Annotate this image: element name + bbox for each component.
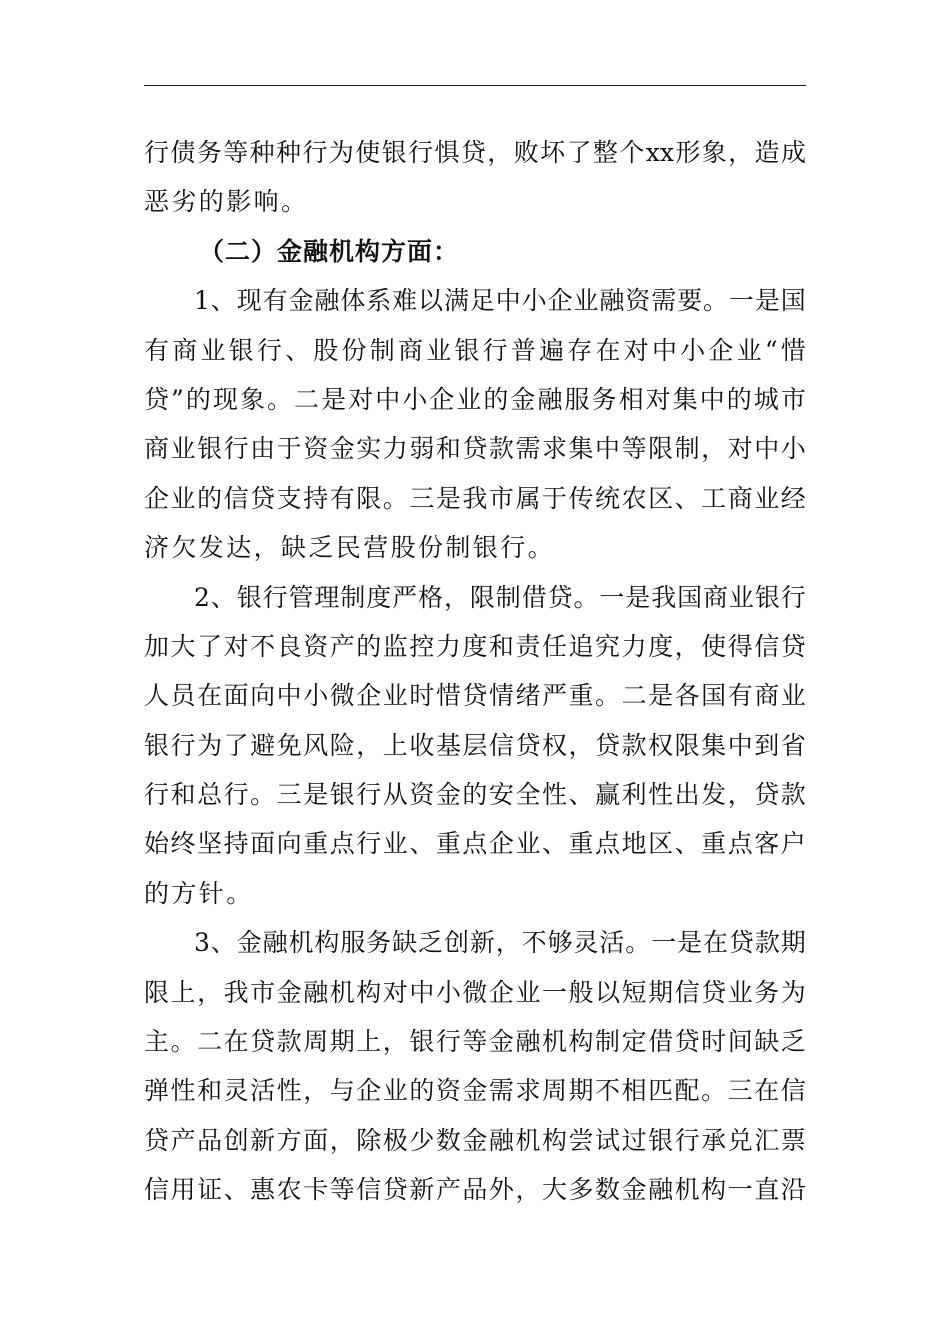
header-rule — [144, 85, 806, 86]
text-line: 限 上 ， 我 市 金 融 机 构 对 中 小 微 企 业 一 般 以 短 期 信 贷 业 务 为 — [144, 977, 806, 1007]
text-line: 行 债 务 等 种 种 行 为 使 银 行 惧 贷 ， 败 坏 了 整 个 xx 形 象 ， 造 成 — [144, 138, 806, 167]
text-line: 始 终 坚 持 面 向 重 点 行 业 、 重 点 企 业 、 重 点 地 区 、 重 点 客 户 — [144, 829, 806, 859]
text-line: 贷 ” 的 现 象 。 二 是 对 中 小 企 业 的 金 融 服 务 相 对 集 中 的 城 市 — [144, 384, 806, 414]
text-line: 主 。 二 在 贷 款 周 期 上 ， 银 行 等 金 融 机 构 制 定 借 贷 时 间 缺 乏 — [144, 1027, 806, 1057]
text-line: 行 和 总 行 。 三 是 银 行 从 资 金 的 安 全 性 、 赢 利 性 出 发 ， 贷 款 — [144, 780, 806, 810]
text-line: 加 大 了 对 不 良 资 产 的 监 控 力 度 和 责 任 追 究 力 度 ， 使 得 信 贷 — [144, 631, 806, 661]
text-line: 信 用 证 、 惠 农 卡 等 信 贷 新 产 品 外 ， 大 多 数 金 融 机 构 一 直 沿 — [144, 1175, 806, 1205]
text-line: 恶劣的影响。 — [144, 187, 309, 217]
text-line: 人 员 在 面 向 中 小 微 企 业 时 惜 贷 情 绪 严 重 。 二 是 各 国 有 商 业 — [144, 681, 806, 711]
text-line: 银 行 为 了 避 免 风 险 ， 上 收 基 层 信 贷 权 ， 贷 款 权 限 集 中 到 省 — [144, 730, 806, 760]
text-line: 有 商 业 银 行 、 股 份 制 商 业 银 行 普 遍 存 在 对 中 小 企 业 “ 惜 — [144, 335, 806, 365]
section-heading: （二）金融机构方面： — [199, 236, 460, 266]
text-line: 企 业 的 信 贷 支 持 有 限 。 三 是 我 市 属 于 传 统 农 区 、 工 商 业 经 — [144, 483, 806, 513]
text-line: 贷 产 品 创 新 方 面 ， 除 极 少 数 金 融 机 构 尝 试 过 银 行 承 兑 汇 票 — [144, 1125, 806, 1155]
text-line: 弹 性 和 灵 活 性 ， 与 企 业 的 资 金 需 求 周 期 不 相 匹 配 。 三 在 信 — [144, 1076, 806, 1106]
text-line: 商 业 银 行 由 于 资 金 实 力 弱 和 贷 款 需 求 集 中 等 限 制 ， 对 中 小 — [144, 434, 806, 464]
text-line: 3 、 金 融 机 构 服 务 缺 乏 创 新 ， 不 够 灵 活 。 一 是 在 贷 款 期 — [194, 928, 806, 958]
text-line: 的方针。 — [144, 878, 254, 908]
text-line: 济欠发达，缺乏民营股份制银行。 — [144, 533, 556, 563]
text-line: 2 、 银 行 管 理 制 度 严 格 ， 限 制 借 贷 。 一 是 我 国 商 业 银 行 — [194, 582, 806, 612]
document-body — [144, 128, 806, 1215]
text-line: 1 、 现 有 金 融 体 系 难 以 满 足 中 小 企 业 融 资 需 要 。 一 是 国 — [194, 286, 806, 316]
